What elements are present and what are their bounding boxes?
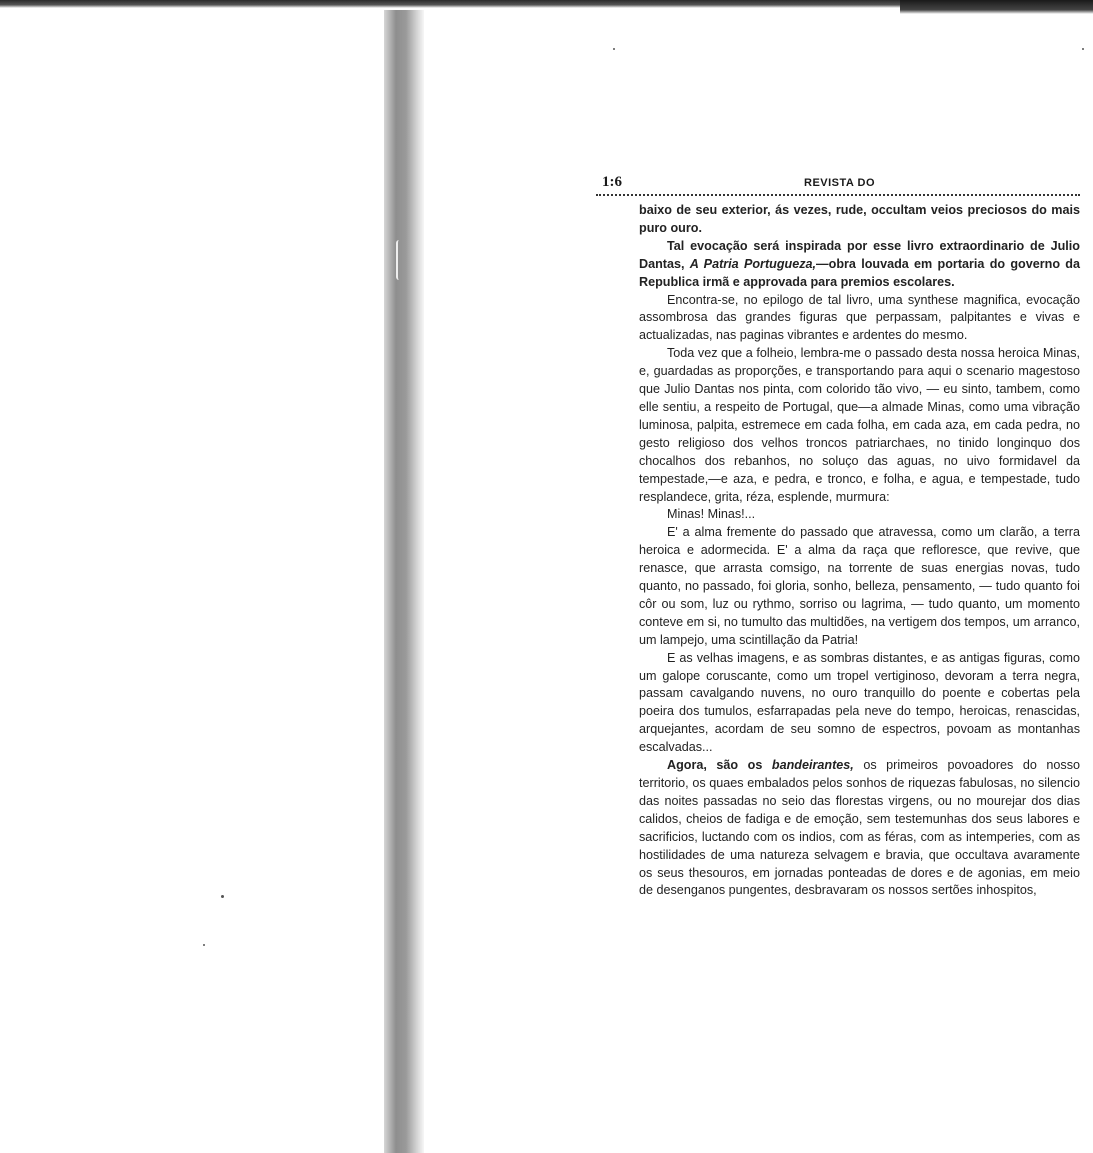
paragraph: E' a alma fremente do passado que atravessa, como um clarão, a terra heroica e adormecida. E' a alma da raça que refloresce, que revive, que renasce, que arrasta comsigo, na torrente de suas energias novas, tudo quanto, no passado, foi gloria, sonho, belleza, pensamento, — tudo quanto foi côr ou som, luz ou rythmo, sorriso ou lagrima, — tudo quanto, um momento conteve em si, no tumulto das multidões, na vertigem dos tempos, um arranco, um lampejo, uma scintillação da Patria! [639,525,1080,647]
page-number: 1:6 [602,174,622,190]
paragraph: E as velhas imagens, e as sombras distantes, e as antigas figuras, como um galope coruscante, como um tropel vertiginoso, devoram a terra negra, passam cavalgando nuvens, no ouro tranquillo do poente e cobertas pela poeira dos tumulos, esfarrapadas pela neve do tempo, heroicas, renascidas, arquejantes, acordam de seu somno de espectros, povoam as montanhas escalvadas... [639,650,1080,755]
paragraph-text: os primeiros povoadores do nosso territorio, os quaes embalados pelos sonhos de riquezas fabulosas, no silencio das noites passadas no seio das florestas virgens, ou no mourejar dos dias calidos, cheios de fadiga e de emoção, sem testemunhas dos seus labores e sacrificios, luctando com os indios, com as féras, com as intemperies, com as hostilidades de uma natureza selvagem e bravia, que occultava avaramente os seus thesouros, em jornadas ponteadas de dores e de agonias, em meio de desenganos pungentes, desbravaram os nossos sertões inhospitos, [639,758,1081,898]
book-page [596,172,1080,900]
paragraph: Encontra-se, no epilogo de tal livro, uma synthese magnifica, evocação assombrosa das grandes figuras que perpassam, palpitantes e vivas e actualizadas, nas paginas vibrantes e ardentes do mesmo. [639,292,1080,343]
scan-speck [1082,48,1084,50]
article-body [596,202,1080,900]
scan-speck [203,944,205,946]
paragraph-text: Agora, são os [667,758,763,773]
running-header [596,172,1080,196]
paragraph [639,238,1080,292]
scan-speck [613,48,615,50]
emphasized-term: bandeirantes, [771,758,854,773]
scan-speck [221,895,224,898]
scan-top-shadow [900,0,1093,14]
paragraph [639,757,1080,900]
paragraph-text: Tal evocação será inspirada por esse livro extraordinario de Julio Dantas, [639,238,1080,271]
book-title: A Patria Portugueza, [689,256,817,271]
paragraph-text: —obra louvada em portaria do governo da Republica irmã e approvada para premios escolares. [639,256,1080,289]
page-edge-mark [396,240,402,280]
book-gutter-shadow [384,10,424,1153]
journal-title: REVISTA DO [804,177,876,189]
exclamation-line: Minas! Minas!... [667,507,756,522]
paragraph: baixo de seu exterior, ás vezes, rude, occultam veios preciosos do mais puro ouro. [639,203,1080,235]
paragraph: Toda vez que a folheio, lembra-me o passado desta nossa heroica Minas, e, guardadas as proporções, e transportando para aqui o scenario magestoso que Julio Dantas nos pinta, com colorido tão vivo, — eu sinto, tambem, como elle sentiu, a respeito de Portugal, que—a almade Minas, como uma vibração luminosa, palpita, estremece em cada folha, em cada aza, em cada pedra, no gesto religioso dos velhos troncos patriarchaes, no tinido longinquo dos chocalhos dos rebanhos, no soluço das aguas, no uivo formidavel da tempestade,—e aza, e pedra, e tronco, e folha, e agua, e tempestade, tudo resplandece, grita, réza, esplende, murmura: [639,346,1080,504]
